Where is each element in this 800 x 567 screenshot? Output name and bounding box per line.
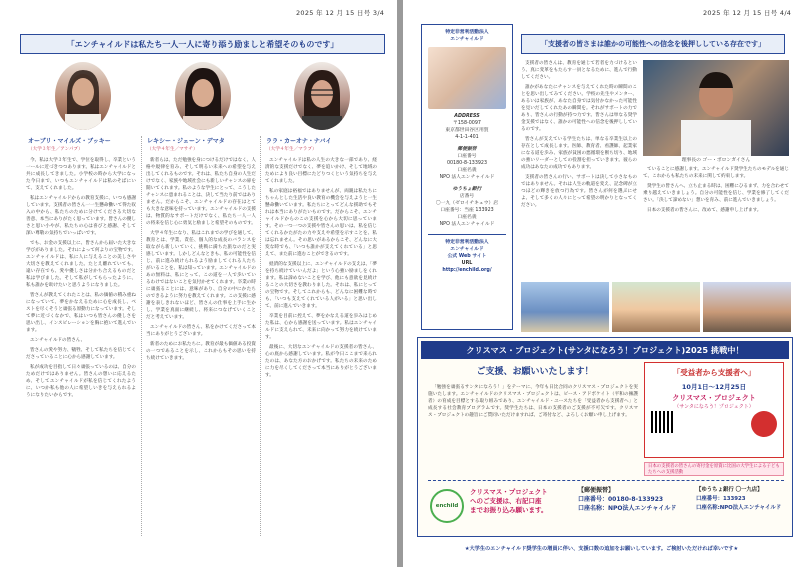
bank-line: NPO 法人エンチャイルド [439, 222, 495, 227]
logo-text: enchild [435, 503, 459, 509]
page-banner: 「エンチャイルドは私たち一人一人に寄り添う励ましと希望そのものです」 [20, 34, 385, 54]
postal-line: 口座番号 [457, 154, 477, 159]
group-photo [612, 282, 700, 332]
bank-title: ゆうちょ銀行 [452, 187, 482, 192]
student-name: レキシー・ジェーン・デマタ [147, 138, 225, 145]
photo-caption: 理事長の ゴー・ボロンガイさん [681, 158, 751, 163]
letter-column-1: 今、私は大学３年生で、学位を取得し、卒業という一ールに近づきつつあります。私はエンチャイルドと共に成長してきました。小学校の時から大学になった今日まで、いつもエンチャイルドは私のそばにいて、支えてくれました。 私はエンチャイルドからの教育支援に、いつも感謝しています。支援者の皆さん一一生懸命働いて得た収入の中から、私たちのために分けてくださる大切な善意、本当にありがたく思っています。皆さんの優しさと思い小やが、私たちの心は喜びと感謝、そして深い尊敬の気持ちでいっぱいです。 でも、お金の支援以上に、皆さんから届いた大きな学びがありました。それによって何よりの宝物です。エンチャイルドは、私に人に与えることの美しさや大切さを教えてくれました。たとえ離れていても、遠い存在でも、愛や優しさは分かち合えるものだと私は学びました。そして私がしてもらったように、私も誰かを助けたいと思うようになりました。 皆さんが教えてくれたことは、私の価値の積み重ねになっていて、夢をかなえるために心を成長し、ベストを尽くそうと頑張る原動力になっています。そして夢に近づくなかで、私はいつも皆さんの優しさを思い出し、インスピレーションを胸に抱いて進んでいます。 エンチャイルドの皆さん、 皆さんの愛や努力、犠牲、そして私たちを信じてくださっていることに心から感謝しています。 私が成功を目指して日々頑張っているのは、自分のためだけではありません。皆さんの想いに応えるため、そしてエンチャイルドが私を信じてくれたように、いつか私も他の人に希望しいきを与えられるようになりたいからです。 [26, 158, 136, 398]
bank-line: 口座番号：当座 133923 [440, 208, 494, 213]
slogan-card [644, 362, 784, 458]
student-name: ララ・カーオナ・ナバイ [266, 138, 332, 145]
org-name: エンチャイルド [450, 37, 484, 42]
postal-head: 【郵便振替】 [578, 487, 615, 494]
student-photo [175, 62, 231, 130]
postal-line: NPO 法人エンチャイルド [439, 175, 495, 180]
postal-line: 口座番号：00180-8-133923 [578, 496, 664, 503]
page-3 [0, 0, 397, 567]
address-line: 4-1-1-401 [455, 135, 479, 140]
postal-line: 口座名称：NPO法人エンチャイルド [578, 505, 677, 512]
web-name: エンチャイルド [450, 247, 484, 252]
santa-icon [751, 411, 777, 437]
cta-line: へのご支援は、右記口座 [470, 497, 542, 505]
group-photo [521, 282, 609, 332]
postal-line: 口座名義 [457, 168, 477, 173]
org-label: 特定非営利活動法人 [445, 30, 489, 35]
qr-code-icon[interactable] [651, 411, 673, 433]
program-note: 日本の支援者の皆さんの寄付金を原資に比国の大学生による子どもたちへの支援活動 [644, 462, 784, 476]
postal-title: 郵便振替 [457, 147, 477, 152]
postal-line: 00180-8-133923 [446, 161, 488, 166]
page-header: 2025 年 12 月 15 日号 3/4 [296, 9, 385, 17]
bank-line: 口座名称:NPO法人エンチャイルド [696, 505, 782, 511]
web-org: 特定非営利活動法人 [445, 240, 489, 245]
enchild-logo-icon [430, 489, 464, 523]
slogan: 「受益者から支援者へ」 [672, 368, 756, 377]
message-column-1: 支援者の皆さんは、教育を通じて若者を力づけるという、真に変革をもたらす一員となるために、進んで行動してください。 誰かがあなたにチャンスを与えてくれた時の瞬間のことを思い出してみてください。学校の先生やメンター、あるいは家族が、あなた自身では気付かなかった可能性を見いだしてくれたあの瞬間を。それがサポートの力であり、皆さんの行動が持つ力です。皆さんは単なる奨学金支援ではなく、誰かの可能性への信念を後押ししているのです。 皆さんが支えている学生たちは、単なる卒業生以上の存在として成長します。医師、教育者、看護師、起業家になる道を歩み、家族が貧困の悪循環を断ち切り、地域の強いリーダーとしての役割を担っていきます。彼らの成功はあなたの成功でもあります。 支援者の皆さんの行い、サポートは決して小さなものではありません。それは人生の軌道を変え、記念碑が立つほどの輝きを放つ行為です。皆さんが何を選ぶにせよ、そして多くの人々にとって希望の明かりとなってください。 [521, 61, 637, 208]
web-url-link[interactable]: http://enchild.org/ [442, 268, 492, 273]
bank-line: 口座名義 [457, 215, 477, 220]
student-subtitle: （大学４年生／マサチ） [147, 147, 198, 152]
page-4 [403, 0, 800, 567]
bank-line: 口座番号：133923 [696, 496, 746, 502]
badge-subtitle: （サンタになろう！プロジェクト） [674, 404, 754, 410]
student-subtitle: （大学４年生／マラブ） [266, 147, 317, 152]
column-divider [141, 136, 142, 536]
student-photo [55, 62, 111, 130]
bank-head: 【ゆうちょ銀行 〇一九店】 [696, 487, 763, 493]
donation-info [428, 480, 784, 532]
children-photo [428, 47, 506, 109]
page-footer: ★大学生のエンチャイルド奨学生の増員に伴い、支援口数の追加をお願いしています。ご検討いただければ幸いです★ [464, 545, 739, 552]
bank-line: 〇一九（ゼロイチキュウ）店 [435, 201, 499, 206]
contact-sidebar [421, 24, 513, 330]
student-photo [294, 62, 350, 130]
christmas-body: 「勉強を頑張るサンタになろう！」をテーマに、今年も日比合同のクリスマス・プロジェクトを実施いたします。エンチャイルドのクリスマス・プロジェクトは、ピース・アドボケイト（平和の擁護者）の育成を目標とする取り組みであり、エンチャイルド・ユースたちを「受益者から支援者へ」と成長する社会教育プログラムです。奨学生たちは、日本の支援者のご支援が不可欠です。クリスマス・プロジェクトの趣旨にご賛同いただけますれば、ご寄付など、よろしくお願い申し上げます。 [428, 385, 638, 418]
request-heading: ご支援、お願いいたします！ [476, 367, 594, 377]
badge-title: クリスマス・プロジェクト [672, 394, 756, 402]
christmas-project-box [417, 337, 793, 537]
project-dates: 10月1日〜12月25日 [681, 383, 747, 391]
page-banner: 「支援者の皆さまは誰かの可能性への信念を後押ししている存在です」 [521, 34, 785, 54]
photo-strip [521, 282, 791, 332]
student-subtitle: （大学３年生／アンパブ） [28, 147, 83, 152]
web-title: 公式 Web サイト [447, 254, 487, 259]
cta-title: クリスマス・プロジェクト [470, 488, 548, 496]
letter-column-3: エンチャイルドは私の人生の大きな一部であり、経済的な支援だけでなく、夢を追いかけ、そして地域のためにより良い目標にたどりつくという気持ちを与えてくれました。 私の家庭は裕福ではありませんが、両親は私たちにちゃんとした生活や良い教育の機会を与えようと一生懸命働いています。私たちにとってどんな援助でもそれは本当にありがたいものです。だからこそ、エンチャイルドからのこの支援を心から大切に思っています。その一つ一つの支援や皆さんの思いは、私を信じてくれるかたがたの力や支えや希望を示すことを、私は忘れません。その思いがあるからこそ、どんなに大変な時でも、「いつも誰かが支えてくれている」と思えて、また前に進むことができるのです。 経済的な支援以上に、エンチャイルドの支えは、「夢を持ち続けていいんだよ」という心強い励ましをくれます。私は諦めないことを学び、他にも意欲を見続けることの大切さを教わりました。それは、私にとっての宝物です。そしてこれからも、どんなに困難な時でも、「いつも支えてくれている人がいる」と思い出して、前に進んでいきます。 卒業を目前に控えて、夢をかなえる道を歩みはじめた私は、心から感謝を送っています。私はエンチャイルドに支えられて、未来に向かって努力を続けています。 最後に、大切なエンチャイルドの支援者の皆さん、心の底から感謝しています。私が今日ここまで来られたのは、あなた方のおかげです。私たちの未来のために力を尽くしてくださって本当にありがとうございます。 [265, 158, 377, 378]
chairman-photo [643, 60, 789, 156]
address-title: ADDRESS [454, 114, 480, 119]
page-header: 2025 年 12 月 15 日号 4/4 [703, 9, 792, 17]
letter-column-2: 新者らは、ただ勉強を身につけるだけではなく、人格や規律を育み、そして明るい未来への希望を与え出してくれるものです。それは、私たち自身の人生だけでなく、家族や地域社会にも新しいチャンスの扉を開いてくれます。私のような学生にとって、こうしたチャンスに恵まれることは、決して当たり前ではありません。だからこそ、エンチャイルドの存在はとても大きな意味を持っています。エンチャイルドの支援は、物質的なサポートだけでなく、私たち一人一人の将来を信じ心に勇気と励ましと希望そのものです。 大学４年生になり、私はこれまでの学びを通して、教育とは、学業、責任、個人的な成長のバランスを取ながら新しいていく、挑戦に満ちた旅なのだと実感しています。しかしどんなときも、私の可能性を信じ、前に進み続けられるよう励ましてくれる人たちがいることを、私は知っています。エンチャイルドのあの無料は、私にとって、この道を一人で歩いているわけではないことを気付かせてくれます。卒業の時に頑張ることには、意味があり、自分の中にかたちのできるように努力を教えてくれます。この支援に感謝を表しきれないほど、皆さんの仕事を上手に生かし、学業を真面に継続し、将来につなげていくことだと考えています。 エンチャイルドの皆さん、私をかけてくださって本当にありがとうございます。 新者のためにお私たちに。教育が最も価値ある投資の一つであることを示し、これからもその思いを持ち続けていきます。 [146, 158, 256, 361]
christmas-title: クリスマス・プロジェクト(サンタになろう！プロジェクト)2025 挑戦中！ [421, 341, 789, 359]
address-line: 〒158-0097 [453, 121, 481, 126]
cta-line: までお振り込み願います。 [470, 506, 548, 514]
address-line: 東京都世田谷区用賀 [445, 128, 489, 133]
message-column-2: ていることに感謝します。エンチャイルド奨学生たちのモデルを通じて、これからも私たちの未来に関して約束します。 奨学生の皆さんへ、立ち止まる時は、困難にひるまず、力を合わせて乗り越えていきましょう。自分の可能性を信じ、学業を修了してください。「決して諦めない」想いを育み、前に進んでいきましょう。 日本の支援者の皆さんに、改めて、感謝申し上げます。 [643, 167, 789, 213]
web-url-label: URL [461, 261, 473, 266]
student-name: オーブリ・マイルズ・ブッキー [28, 138, 111, 145]
column-divider [260, 136, 261, 536]
group-photo [703, 282, 791, 332]
bank-line: 店番号 [459, 194, 475, 199]
